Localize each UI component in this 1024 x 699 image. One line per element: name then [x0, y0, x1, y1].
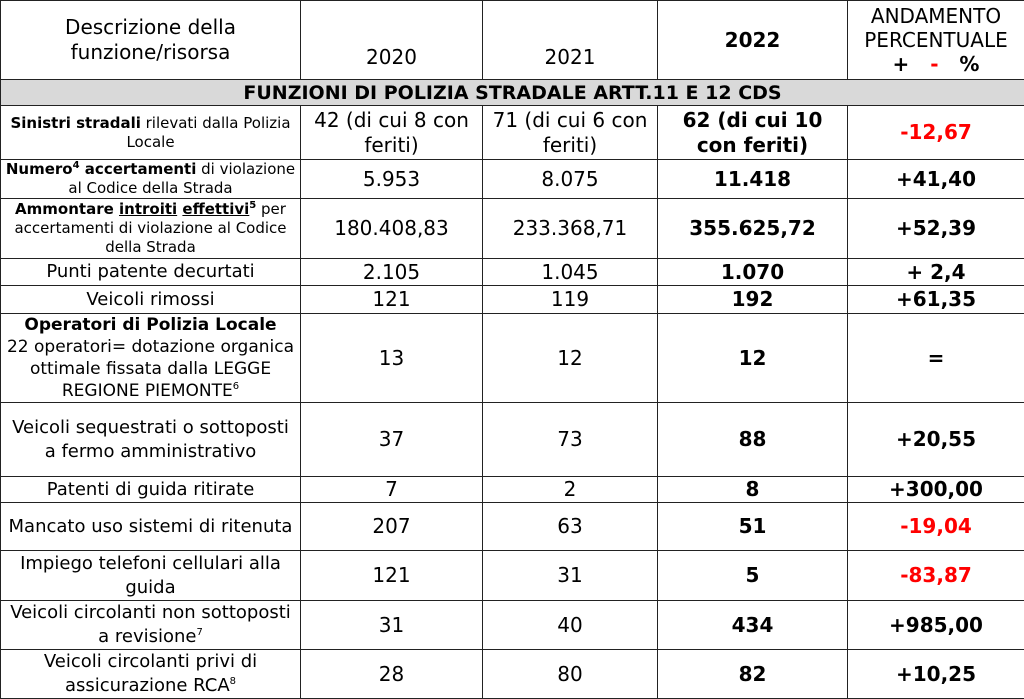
cell-trend: + 2,4 [848, 259, 1024, 286]
cell-trend: +20,55 [848, 403, 1024, 477]
cell-2021: 2 [483, 477, 658, 503]
cell-2022: 5 [658, 551, 848, 601]
row-description: Numero$^4$ accertamenti di violazione al Codice della Strada [1, 160, 301, 199]
cell-2020: 121 [301, 286, 483, 314]
cell-2022: 12 [658, 314, 848, 403]
cell-trend: = [848, 314, 1024, 403]
cell-2021: 1.045 [483, 259, 658, 286]
cell-2021: 119 [483, 286, 658, 314]
row-description: Mancato uso sistemi di ritenuta [1, 503, 301, 551]
cell-2022: 1.070 [658, 259, 848, 286]
header-trend [848, 1, 1024, 80]
cell-2020: 13 [301, 314, 483, 403]
table-row [1, 160, 1024, 199]
cell-2022: 62 (di cui 10 con feriti) [658, 106, 848, 160]
cell-trend: +61,35 [848, 286, 1024, 314]
cell-2022: 434 [658, 601, 848, 650]
row-description: Impiego telefoni cellulari alla guida [1, 551, 301, 601]
cell-2022: 88 [658, 403, 848, 477]
row-description: Patenti di guida ritirate [1, 477, 301, 503]
table-row [1, 314, 1024, 403]
cell-2020: 207 [301, 503, 483, 551]
cell-2021: 71 (di cui 6 con feriti) [483, 106, 658, 160]
row-description: Veicoli circolanti non sottoposti a revisione$^7$ [1, 601, 301, 650]
row-description: Operatori di Polizia Locale 22 operatori= dotazione organica ottimale fissata dalla LEGGE REGIONE PIEMONTE$^6$ [1, 314, 301, 403]
cell-2022: 11.418 [658, 160, 848, 199]
header-description: Descrizione della funzione/risorsa [1, 1, 301, 80]
cell-trend: +300,00 [848, 477, 1024, 503]
table-row [1, 286, 1024, 314]
table-row [1, 503, 1024, 551]
trend-line1: ANDAMENTO [851, 4, 1021, 28]
cell-2022: 51 [658, 503, 848, 551]
cell-2020: 7 [301, 477, 483, 503]
cell-trend: +41,40 [848, 160, 1024, 199]
section-row [1, 80, 1024, 106]
trend-line2: PERCENTUALE [851, 28, 1021, 52]
cell-trend: -83,87 [848, 551, 1024, 601]
cell-2022: 82 [658, 650, 848, 699]
cell-trend: +10,25 [848, 650, 1024, 699]
row-description: Veicoli circolanti privi di assicurazione RCA$^8$ [1, 650, 301, 699]
cell-2022: 192 [658, 286, 848, 314]
table-row [1, 403, 1024, 477]
cell-2020: 28 [301, 650, 483, 699]
cell-trend: +52,39 [848, 199, 1024, 259]
cell-2020: 180.408,83 [301, 199, 483, 259]
header-2021: 2021 [483, 1, 658, 80]
table-row [1, 477, 1024, 503]
cell-2020: 42 (di cui 8 con feriti) [301, 106, 483, 160]
header-2022: 2022 [658, 1, 848, 80]
cell-2021: 233.368,71 [483, 199, 658, 259]
cell-2021: 80 [483, 650, 658, 699]
cell-2021: 40 [483, 601, 658, 650]
section-title: FUNZIONI DI POLIZIA STRADALE ARTT.11 E 12 CDS [1, 80, 1024, 106]
table-row [1, 259, 1024, 286]
cell-2021: 31 [483, 551, 658, 601]
header-row [1, 1, 1024, 80]
trend-symbols: + - % [851, 52, 1021, 76]
cell-2020: 31 [301, 601, 483, 650]
cell-trend: +985,00 [848, 601, 1024, 650]
table-row [1, 551, 1024, 601]
row-description: Sinistri stradali rilevati dalla Polizia Locale [1, 106, 301, 160]
cell-2021: 63 [483, 503, 658, 551]
table-row [1, 650, 1024, 699]
row-description: Punti patente decurtati [1, 259, 301, 286]
cell-2020: 5.953 [301, 160, 483, 199]
cell-2020: 2.105 [301, 259, 483, 286]
cell-2020: 121 [301, 551, 483, 601]
row-description: Veicoli sequestrati o sottoposti a fermo amministrativo [1, 403, 301, 477]
cell-2022: 355.625,72 [658, 199, 848, 259]
header-2020: 2020 [301, 1, 483, 80]
row-description: Ammontare introiti effettivi$^5$ per accertamenti di violazione al Codice della Strada [1, 199, 301, 259]
cell-trend: -12,67 [848, 106, 1024, 160]
cell-2021: 73 [483, 403, 658, 477]
cell-2022: 8 [658, 477, 848, 503]
row-description: Veicoli rimossi [1, 286, 301, 314]
cell-trend: -19,04 [848, 503, 1024, 551]
table-row [1, 106, 1024, 160]
table-row [1, 199, 1024, 259]
cell-2021: 12 [483, 314, 658, 403]
cell-2020: 37 [301, 403, 483, 477]
cell-2021: 8.075 [483, 160, 658, 199]
table-row [1, 601, 1024, 650]
